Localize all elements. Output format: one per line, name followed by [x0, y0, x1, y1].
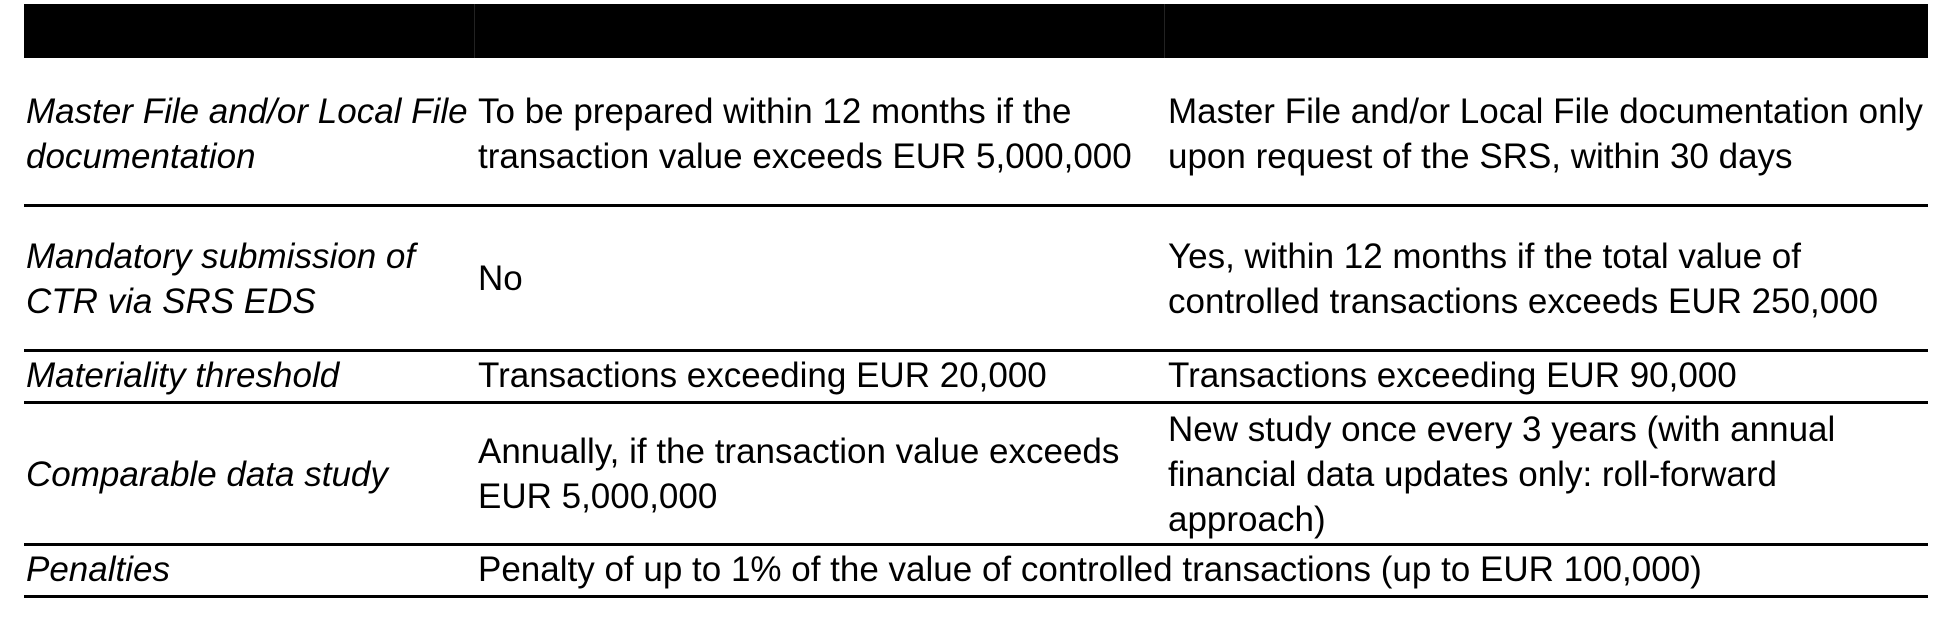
header-cell-2 — [474, 4, 1164, 58]
table-cell: Master File and/or Local File documentation only upon request of the SRS, within 30 days — [1164, 58, 1928, 205]
table-cell: No — [474, 205, 1164, 350]
row-label-materiality: Materiality threshold — [24, 350, 474, 402]
table-row — [24, 205, 1928, 350]
comparison-table-container — [24, 4, 1928, 598]
table-cell: Yes, within 12 months if the total value of controlled transactions exceeds EUR 250,000 — [1164, 205, 1928, 350]
row-label-comparable-study: Comparable data study — [24, 402, 474, 544]
row-label-penalties: Penalties — [24, 544, 474, 596]
table-cell: Transactions exceeding EUR 20,000 — [474, 350, 1164, 402]
header-row — [24, 4, 1928, 58]
table-body — [24, 58, 1928, 596]
table-cell: Annually, if the transaction value exceeds EUR 5,000,000 — [474, 402, 1164, 544]
table-cell: To be prepared within 12 months if the transaction value exceeds EUR 5,000,000 — [474, 58, 1164, 205]
comparison-table — [24, 4, 1928, 598]
table-row — [24, 402, 1928, 544]
header-cell-1 — [24, 4, 474, 58]
row-label-ctr-submission: Mandatory submission of CTR via SRS EDS — [24, 205, 474, 350]
table-cell: Transactions exceeding EUR 90,000 — [1164, 350, 1928, 402]
table-cell: New study once every 3 years (with annual financial data updates only: roll-forward approach) — [1164, 402, 1928, 544]
table-row — [24, 58, 1928, 205]
header-cell-3 — [1164, 4, 1928, 58]
table-row — [24, 544, 1928, 596]
table-row — [24, 350, 1928, 402]
row-label-documentation: Master File and/or Local File documentation — [24, 58, 474, 205]
table-header — [24, 4, 1928, 58]
table-cell-merged: Penalty of up to 1% of the value of controlled transactions (up to EUR 100,000) — [474, 544, 1928, 596]
